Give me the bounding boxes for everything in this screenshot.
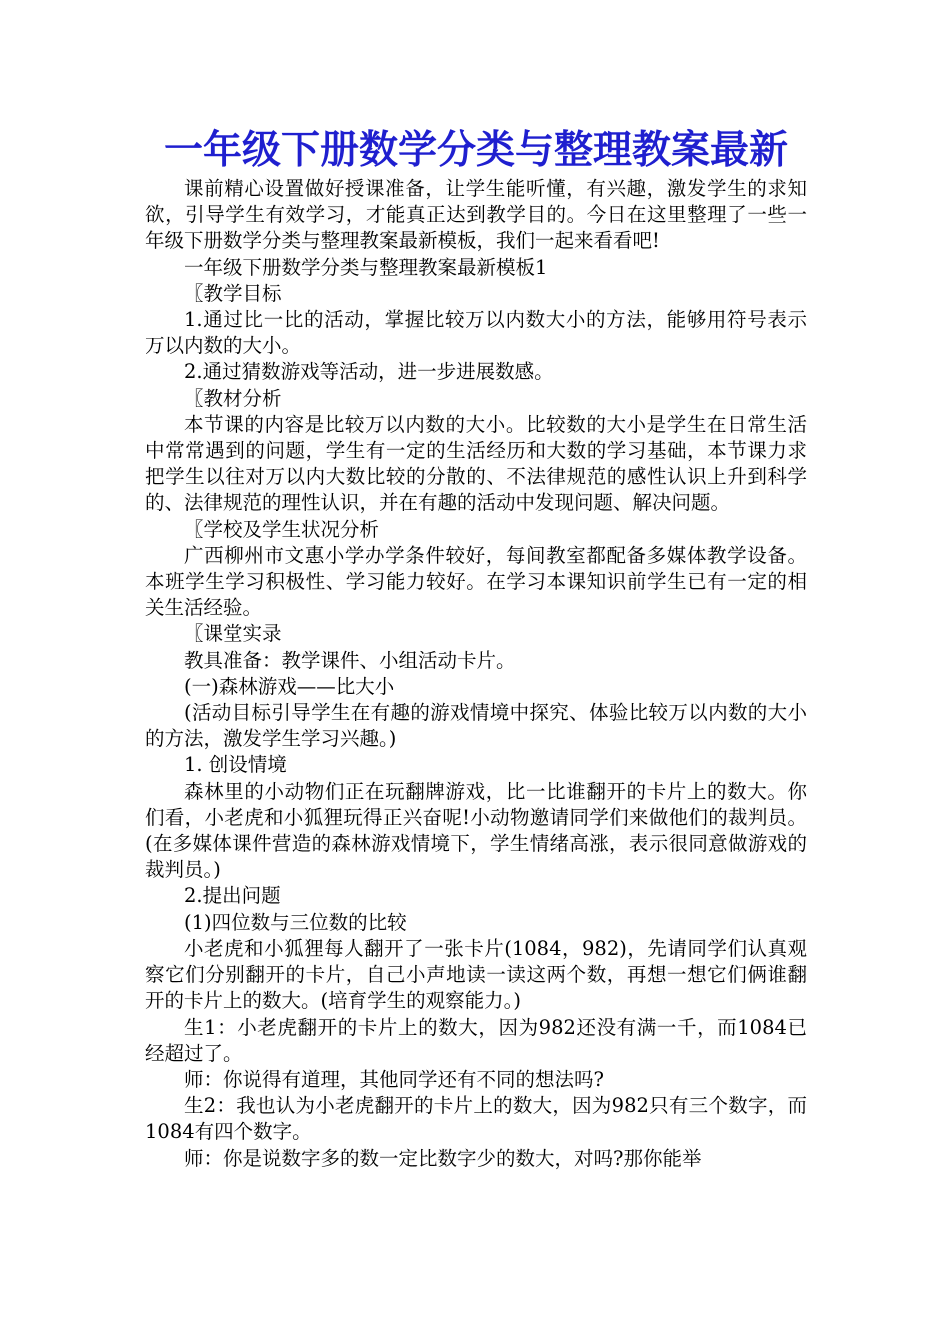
paragraph: 教具准备：教学课件、小组活动卡片。 [184,648,516,672]
paragraph: 小老虎和小狐狸每人翻开了一张卡片(1084，982)，先请同学们认真观察它们分别翻开的卡片，自己小声地读一读这两个数，再想一想它们俩谁翻开的卡片上的数大。(培育学生的观察能力。) [145,936,807,1013]
paragraph: 1.通过比一比的活动，掌握比较万以内数大小的方法，能够用符号表示万以内数的大小。 [145,308,807,358]
paragraph: 2.提出问题 [184,884,281,908]
paragraph: 广西柳州市文惠小学办学条件较好，每间教室都配备多媒体教学设备。本班学生学习积极性、学习能力较好。在学习本课知识前学生已有一定的相关生活经验。 [145,543,807,620]
paragraph: 生1：小老虎翻开的卡片上的数大，因为982还没有满一千，而1084已经超过了。 [145,1015,807,1065]
paragraph: 生2：我也认为小老虎翻开的卡片上的数大，因为982只有三个数字，而1084有四个数字。 [145,1094,807,1144]
paragraph: 师：你说得有道理，其他同学还有不同的想法吗? [184,1067,604,1091]
paragraph: (活动目标引导学生在有趣的游戏情境中探究、体验比较万以内数的大小的方法，激发学生学习兴趣。) [145,701,807,751]
paragraph: 师：你是说数字多的数一定比数字少的数大，对吗?那你能举 [184,1146,702,1170]
paragraph: 〖课堂实录 [184,622,282,646]
paragraph: 〖教学目标 [184,281,282,305]
document-body [145,176,807,1172]
paragraph: 1. 创设情境 [184,753,287,777]
paragraph: 课前精心设置做好授课准备，让学生能听懂，有兴趣，激发学生的求知欲，引导学生有效学习，才能真正达到教学目的。今日在这里整理了一些一年级下册数学分类与整理教案最新模板，我们一起来看看吧! [145,177,807,253]
document-page [145,128,807,1172]
paragraph: 2.通过猜数游戏等活动，进一步进展数感。 [184,360,554,384]
paragraph: 一年级下册数学分类与整理教案最新模板1 [184,255,548,279]
document-title: 一年级下册数学分类与整理教案最新 [163,128,788,173]
paragraph: 〖学校及学生状况分析 [184,517,380,541]
paragraph: 〖教材分析 [184,386,282,410]
paragraph: (一)森林游戏——比大小 [184,674,395,698]
paragraph: (1)四位数与三位数的比较 [184,910,407,934]
paragraph: 森林里的小动物们正在玩翻牌游戏，比一比谁翻开的卡片上的数大。你们看，小老虎和小狐狸玩得正兴奋呢!小动物邀请同学们来做他们的裁判员。(在多媒体课件营造的森林游戏情境下，学生情绪高涨，表示很同意做游戏的裁判员。) [145,779,807,882]
paragraph: 本节课的内容是比较万以内数的大小。比较数的大小是学生在日常生活中常常遇到的问题，学生有一定的生活经历和大数的学习基础，本节课力求把学生以往对万以内大数比较的分散的、不法律规范的感性认识上升到科学的、法律规范的理性认识，并在有趣的活动中发现问题、解决问题。 [145,412,807,515]
